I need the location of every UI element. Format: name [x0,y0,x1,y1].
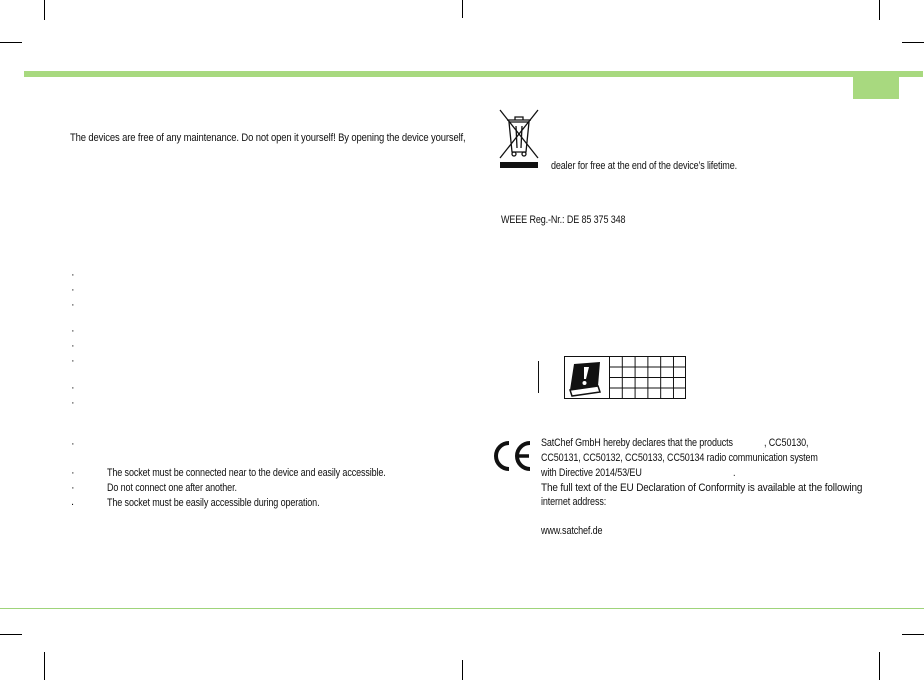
declaration-url[interactable]: www.satchef.de [541,525,603,537]
bullet: · [71,284,75,296]
header-bar [24,71,923,77]
crop-mark [0,634,22,635]
separator-line [538,361,539,393]
bullet: · [71,340,75,352]
page-tab [853,77,899,99]
bullet: · [71,355,75,367]
bullet: · [71,325,75,337]
declaration-line1-suffix: , CC50130, [764,437,809,449]
declaration-line3-suffix: . [733,467,736,479]
declaration-line3-prefix: with Directive 2014/53/EU [541,467,642,479]
bullet: · [71,299,75,311]
socket-item-marker: · [71,482,75,494]
socket-item-marker: · [71,467,75,479]
weee-registration: WEEE Reg.-Nr.: DE 85 375 348 [501,214,626,226]
socket-item-text: The socket must be easily accessible during operation. [107,497,320,509]
crop-mark [879,0,880,20]
crop-mark [44,0,45,20]
crop-mark [902,42,924,43]
disposal-text: dealer for free at the end of the device’s lifetime. [551,160,737,172]
maintenance-text: The devices are free of any maintenance. Do not open it yourself! By opening the device yourself, [70,132,466,144]
declaration-line5: internet address: [541,496,607,508]
bullet: · [71,382,75,394]
socket-item-text: Do not connect one after another. [107,482,237,494]
exclamation-book-icon [564,356,610,399]
bullet: · [71,438,75,450]
ce-mark-icon [490,439,534,473]
crop-mark [0,42,22,43]
country-grid [609,356,686,399]
declaration-line4: The full text of the EU Declaration of Conformity is available at the following [541,482,863,494]
socket-item-text: The socket must be connected near to the device and easily accessible. [107,467,386,479]
socket-item-marker: . [71,496,75,508]
crop-mark [879,652,880,680]
crossed-out-wheelie-bin-icon [496,106,542,168]
declaration-line1-prefix: SatChef GmbH hereby declares that the products [541,437,733,449]
crop-mark [902,634,924,635]
bullet: · [71,269,75,281]
crop-mark [44,652,45,680]
bullet: · [71,397,75,409]
crop-mark [462,0,463,18]
footer-line [0,608,924,609]
declaration-line2: CC50131, CC50132, CC50133, CC50134 radio communication system [541,452,818,464]
crop-mark [462,660,463,680]
